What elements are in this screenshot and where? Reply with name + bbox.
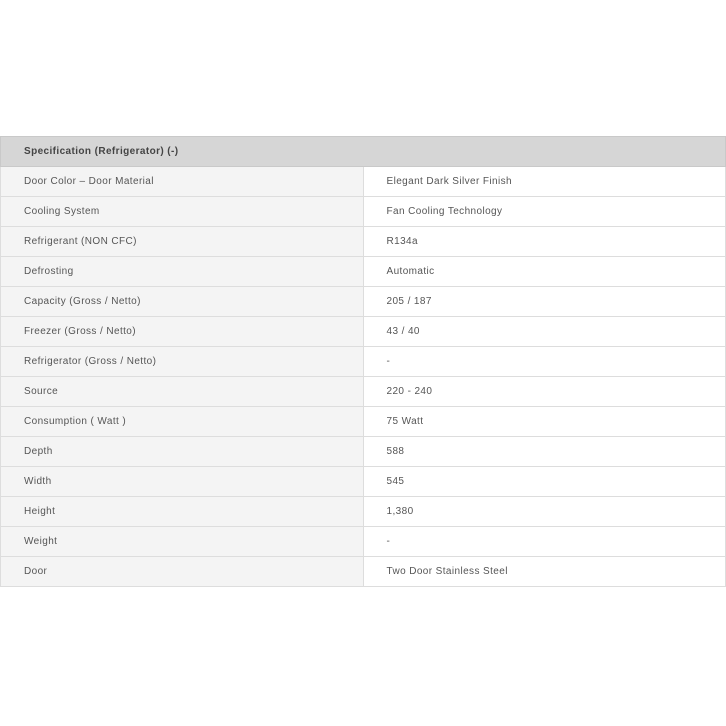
spec-value: Fan Cooling Technology	[363, 197, 726, 227]
spec-label: Height	[1, 497, 364, 527]
spec-label: Weight	[1, 527, 364, 557]
table-row	[1, 527, 726, 557]
table-row	[1, 557, 726, 587]
table-row	[1, 497, 726, 527]
spec-label: Door	[1, 557, 364, 587]
spec-value: 545	[363, 467, 726, 497]
spec-label: Source	[1, 377, 364, 407]
spec-title: Specification (Refrigerator) (-)	[1, 137, 726, 167]
spec-label: Refrigerant (NON CFC)	[1, 227, 364, 257]
spec-value: 43 / 40	[363, 317, 726, 347]
spec-value: Elegant Dark Silver Finish	[363, 167, 726, 197]
spec-label: Freezer (Gross / Netto)	[1, 317, 364, 347]
spec-value: 75 Watt	[363, 407, 726, 437]
table-row	[1, 377, 726, 407]
table-row	[1, 317, 726, 347]
spec-value: Two Door Stainless Steel	[363, 557, 726, 587]
spec-label: Width	[1, 467, 364, 497]
spec-value: -	[363, 347, 726, 377]
spec-label: Capacity (Gross / Netto)	[1, 287, 364, 317]
spec-label: Depth	[1, 437, 364, 467]
spec-label: Defrosting	[1, 257, 364, 287]
spec-value: 220 - 240	[363, 377, 726, 407]
spec-label: Cooling System	[1, 197, 364, 227]
spec-body	[1, 167, 726, 587]
spec-value: 205 / 187	[363, 287, 726, 317]
table-row	[1, 257, 726, 287]
spec-label: Refrigerator (Gross / Netto)	[1, 347, 364, 377]
specification-table	[0, 136, 726, 587]
spec-label: Consumption ( Watt )	[1, 407, 364, 437]
table-row	[1, 197, 726, 227]
spec-value: 588	[363, 437, 726, 467]
spec-value: 1,380	[363, 497, 726, 527]
spec-value: Automatic	[363, 257, 726, 287]
table-row	[1, 227, 726, 257]
spec-header-row	[1, 137, 726, 167]
table-row	[1, 167, 726, 197]
table-row	[1, 467, 726, 497]
table-row	[1, 437, 726, 467]
spec-value: -	[363, 527, 726, 557]
table-row	[1, 287, 726, 317]
spec-label: Door Color – Door Material	[1, 167, 364, 197]
spec-value: R134a	[363, 227, 726, 257]
table-row	[1, 407, 726, 437]
table-row	[1, 347, 726, 377]
